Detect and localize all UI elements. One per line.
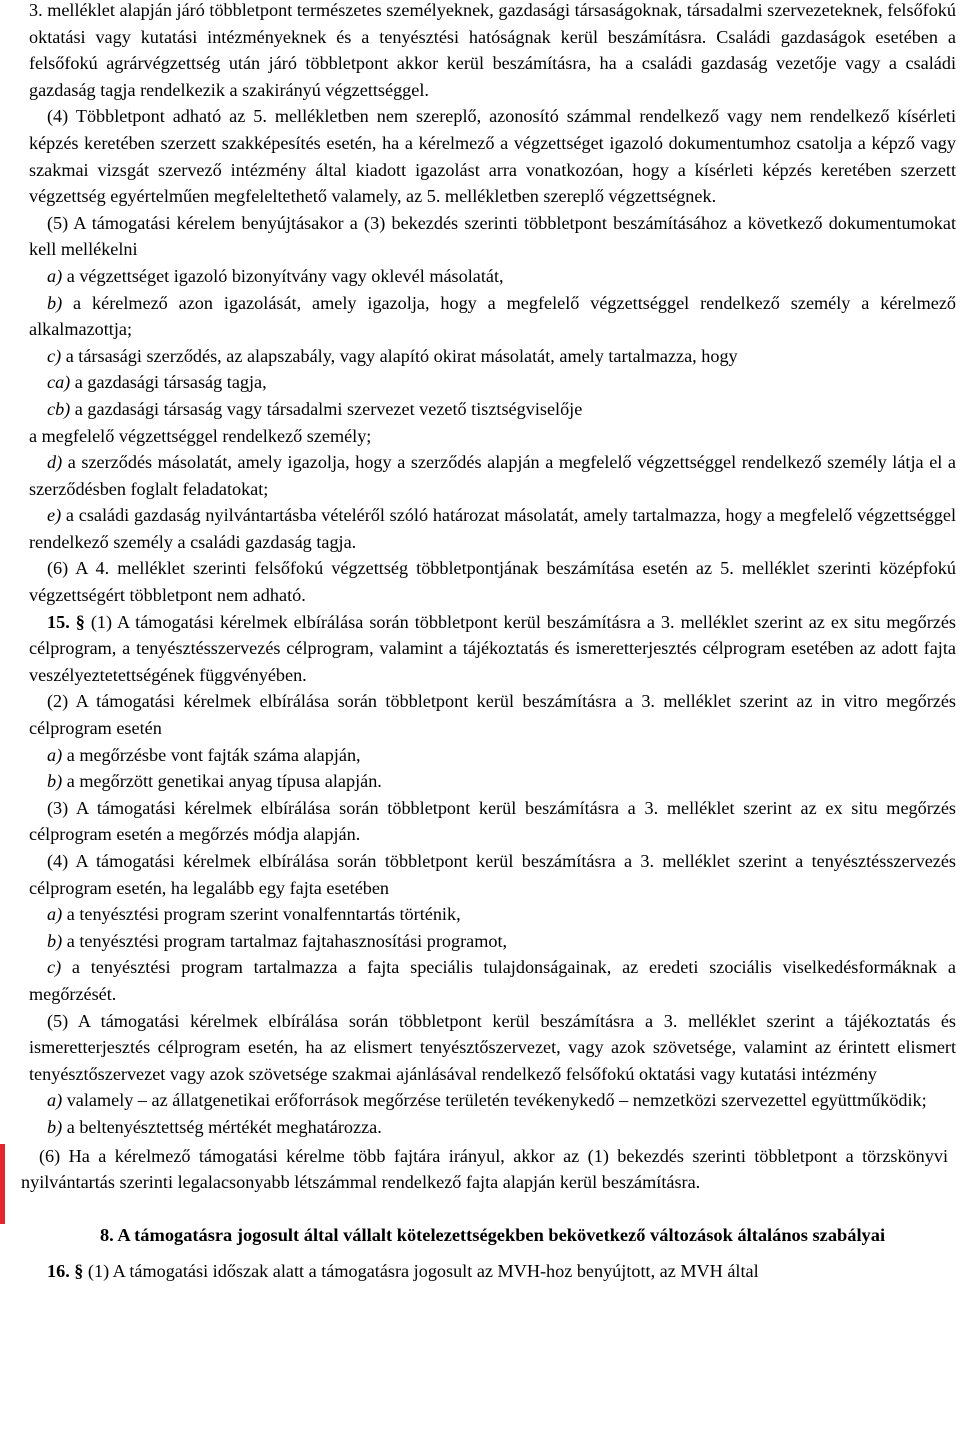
item-5c-tail: a megfelelő végzettséggel rendelkező személy; bbox=[29, 425, 372, 446]
item-label: b) bbox=[47, 930, 63, 951]
document-page bbox=[21, 0, 957, 1285]
section-15-paragraph-3: (3) A támogatási kérelmek elbírálása során többletpont kerül beszámításra a 3. melléklet szerint az ex situ megőrzés célprogram esetén a megőrzés módja alapján. bbox=[29, 797, 956, 845]
paragraph-4: (4) Többletpont adható az 5. mellékletben nem szereplő, azonosító számmal rendelkező vagy nem rendelkező kísérleti képzés keretében szerzett szakképesítés esetén, ha a kérelmező a végzettséget igazoló dokumentumhoz csatolja a képző vagy szakmai vizsgát szervező intézmény által kiadott igazolást arra vonatkozóan, hogy a kísérleti képzés keretében szerzett végzettség egyértelműen megfeleltethető valamely, az 5. mellékletben szereplő végzettségnek. bbox=[29, 106, 956, 207]
section-15-paragraph-6: (6) Ha a kérelmező támogatási kérelme több fajtára irányul, akkor az (1) bekezdés szerinti többletpont a törzskönyvi nyilvántartás szerinti legalacsonyabb létszámmal rendelkező fajta alapján kerül beszámításra. bbox=[21, 1145, 948, 1193]
item-5d bbox=[29, 449, 956, 502]
change-marker-bar bbox=[0, 1144, 5, 1224]
section-15-paragraph-5: (5) A támogatási kérelmek elbírálása során többletpont kerül beszámításra a 3. melléklet szerint a tájékoztatás és ismeretterjesztés célprogram esetén, ha az elismert tenyésztőszervezet, vagy azok szövetsége, valamint az érintett elismert tenyésztőszervezet vagy azok szövetsége szakmai ajánlásával rendelkező felsőfokú oktatási vagy kutatási intézmény bbox=[29, 1010, 956, 1084]
item-15-5b bbox=[29, 1114, 956, 1141]
item-label: b) bbox=[47, 1116, 63, 1137]
amended-paragraph-block bbox=[21, 1143, 948, 1196]
item-label: ca) bbox=[47, 372, 71, 393]
item-label: cb) bbox=[47, 398, 71, 419]
item-text: valamely – az állatgenetikai erőforrások megőrzése területén tevékenykedő – nemzetközi szervezettel együttműködik; bbox=[62, 1090, 927, 1111]
item-text: a kérelmező azon igazolását, amely igazolja, hogy a megfelelő végzettséggel rendelkező személy a kérelmező alkalmazottja; bbox=[29, 292, 956, 340]
item-text: a tenyésztési program tartalmaz fajtahasznosítási programot, bbox=[62, 930, 508, 951]
item-text: a gazdasági társaság vagy társadalmi szervezet vezető tisztségviselője bbox=[70, 398, 583, 419]
section-number: 16. § bbox=[47, 1261, 84, 1282]
item-text: a tenyésztési program tartalmazza a fajta speciális tulajdonságainak, az eredeti szociális viselkedésformáknak a megőrzését. bbox=[29, 957, 956, 1004]
item-5a bbox=[29, 263, 956, 290]
item-text: a megőrzött genetikai anyag típusa alapján. bbox=[62, 771, 382, 792]
item-15-4c bbox=[29, 954, 956, 1007]
item-15-2b bbox=[29, 768, 956, 795]
item-5e bbox=[29, 502, 956, 555]
section-15-paragraph-4: (4) A támogatási kérelmek elbírálása során többletpont kerül beszámításra a 3. melléklet szerint a tenyésztésszervezés célprogram esetén, ha legalább egy fajta esetében bbox=[29, 851, 956, 898]
item-label: b) bbox=[47, 292, 63, 313]
paragraph-5: (5) A támogatási kérelem benyújtásakor a (3) bekezdés szerinti többletpont beszámításához a következő dokumentumokat kell mellékelni bbox=[29, 212, 956, 260]
item-text: a végzettséget igazoló bizonyítvány vagy oklevél másolatát, bbox=[62, 265, 504, 286]
item-label: a) bbox=[47, 744, 63, 765]
item-15-4a bbox=[29, 901, 956, 928]
item-text: a tenyésztési program szerint vonalfenntartás történik, bbox=[62, 904, 461, 925]
item-text: a szerződés másolatát, amely igazolja, hogy a szerződés alapján a megfelelő végzettséggel rendelkező személy látja el a szerződésben foglalt feladatokat; bbox=[29, 452, 956, 499]
item-label: c) bbox=[47, 345, 62, 366]
item-label: a) bbox=[47, 1090, 63, 1111]
section-number: 15. § bbox=[47, 611, 85, 632]
item-5ca bbox=[29, 369, 956, 396]
item-label: d) bbox=[47, 452, 63, 473]
item-text: a beltenyésztettség mértékét meghatározza. bbox=[62, 1116, 382, 1137]
section-15-paragraph-2: (2) A támogatási kérelmek elbírálása során többletpont kerül beszámításra a 3. melléklet szerint az in vitro megőrzés célprogram esetén bbox=[29, 691, 956, 739]
paragraph-text: (1) A támogatási kérelmek elbírálása során többletpont kerül beszámításra a 3. melléklet szerint az ex situ megőrzés célprogram, a tenyésztésszervezés célprogram, valamint a tájékoztatás és ismeretterjesztés célprogram esetében az adott fajta veszélyeztetettségének függvényében. bbox=[29, 611, 957, 685]
item-5b bbox=[29, 290, 956, 343]
item-5c bbox=[29, 343, 956, 370]
item-text: a gazdasági társaság tagja, bbox=[70, 372, 267, 393]
item-15-4b bbox=[29, 928, 956, 955]
item-label: a) bbox=[47, 904, 63, 925]
paragraph-6: (6) A 4. melléklet szerinti felsőfokú végzettség többletpontjának beszámítása esetén az 5. melléklet szerinti középfokú végzettségért többletpont nem adható. bbox=[29, 558, 956, 606]
item-text: a családi gazdaság nyilvántartásba vételéről szóló határozat másolatát, amely tartalmazza, hogy a megfelelő végzettséggel rendelkező személy a családi gazdaság tagja. bbox=[29, 505, 956, 552]
chapter-heading: 8. A támogatásra jogosult által vállalt kötelezettségekben bekövetkező változások általános szabályai bbox=[99, 1224, 886, 1245]
paragraph-text: (1) A támogatási időszak alatt a támogatásra jogosult az MVH-hoz benyújtott, az MVH által bbox=[83, 1261, 759, 1282]
item-text: a társasági szerződés, az alapszabály, vagy alapító okirat másolatát, amely tartalmazza, hogy bbox=[61, 345, 738, 366]
section-16-paragraph-1 bbox=[29, 1258, 956, 1285]
paragraph-intro: 3. melléklet alapján járó többletpont természetes személyeknek, gazdasági társaságoknak, társadalmi szervezeteknek, felsőfokú oktatási vagy kutatási intézményeknek és a tenyésztési hatóságnak kerül beszámításra. Családi gazdaságok esetében a felsőfokú agrárvégzettség után járó többletpont akkor kerül beszámításra, ha a családi gazdaság vezetője vagy a családi gazdaság tagja rendelkezik a szakirányú végzettséggel. bbox=[29, 0, 956, 100]
item-5cb bbox=[29, 396, 956, 423]
item-15-5a bbox=[29, 1087, 956, 1114]
section-15-paragraph-1 bbox=[29, 609, 956, 689]
item-label: b) bbox=[47, 771, 63, 792]
item-text: a megőrzésbe vont fajták száma alapján, bbox=[62, 744, 361, 765]
item-15-2a bbox=[29, 742, 956, 769]
item-label: e) bbox=[47, 505, 62, 526]
item-label: c) bbox=[47, 957, 62, 978]
item-label: a) bbox=[47, 265, 63, 286]
